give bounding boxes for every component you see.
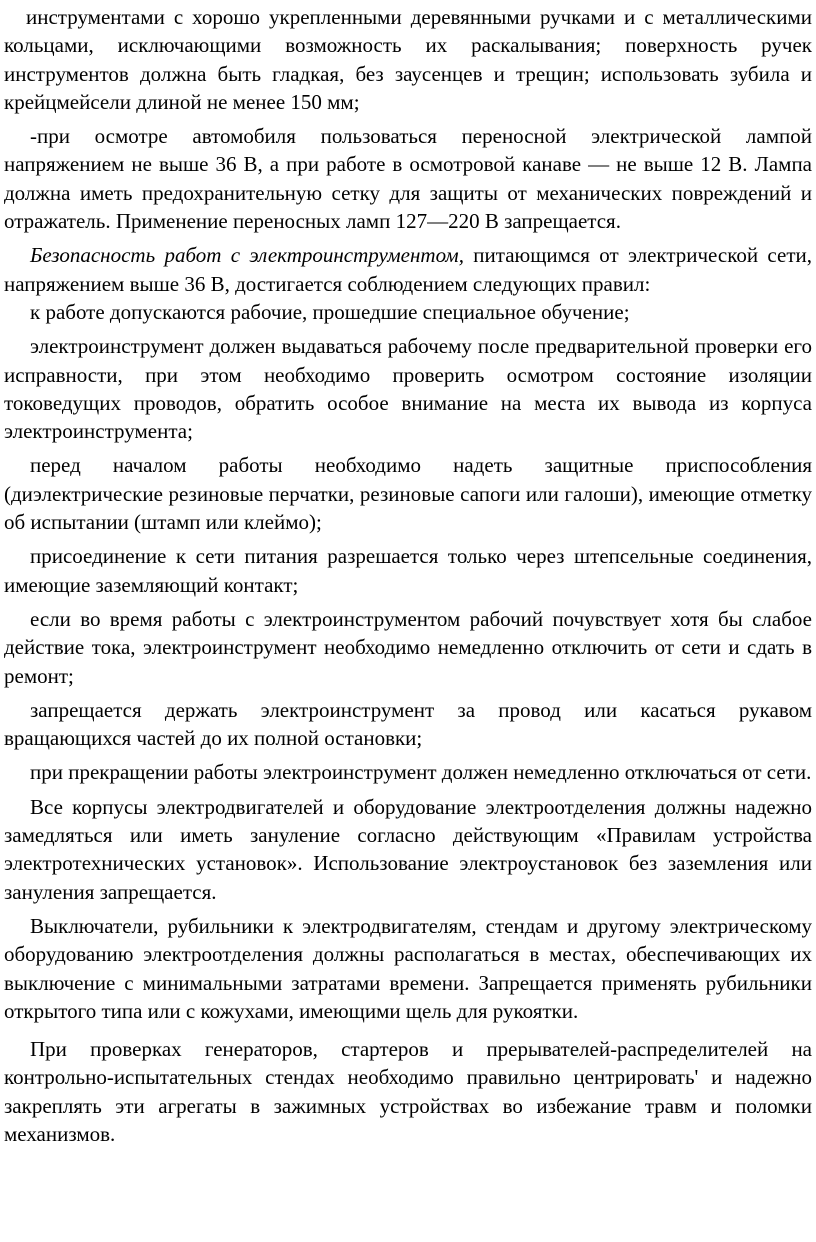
- rule-disconnect: при прекращении работы электроинструмент должен немедленно отключаться от сети.: [30, 760, 812, 785]
- rule-current-shock: если во время работы с электроинструментом рабочий почувствует хотя бы слабое действие тока, электроинструмент необходимо немедленно отключить от сети и сдать в ремонт;: [4, 606, 812, 688]
- rule-protective-gear: перед началом работы необходимо надеть защитные приспособления (диэлектрические резиновые перчатки, резиновые сапоги или галоши), имеющие отметку об испытании (штамп или клеймо);: [4, 453, 812, 535]
- paragraph-generator-testing: При проверках генераторов, стартеров и прерывателей-распределителей на контрольно-испытательных стендах необходимо правильно центрировать' и надежно закреплять эти агрегаты в зажимных устройствах во избежание травм и поломки механизмов.: [4, 1037, 812, 1146]
- paragraph-switches: Выключатели, рубильники к электродвигателям, стендам и другому электрическому оборудованию электроотделения должны располагаться в местах, обеспечивающих их выключение с минимальными затратами времени. Запрещается применять рубильники открытого типа или с кожухами, имеющими щель для рукоятки.: [4, 913, 812, 1023]
- rule-training: к работе допускаются рабочие, прошедшие специальное обучение;: [30, 299, 630, 324]
- power-tool-safety-heading: Безопасность работ с электроинструментом,: [30, 243, 464, 268]
- paragraph-inspection-lamp: -при осмотре автомобиля пользоваться переносной электрической лампой напряжением не выше 36 В, а при работе в осмотровой канаве — не выше 12 В. Лампа должна иметь предохранительную сетку для защиты от механических повреждений и отражатель. Применение переносных ламп 127—220 В запрещается.: [4, 124, 812, 234]
- rule-holding-wire: запрещается держать электроинструмент за провод или касаться рукавом вращающихся частей до их полной остановки;: [4, 697, 812, 751]
- power-tool-safety-text: питающимся от электрической сети, напряжением выше 36 В, достигается соблюдением следующих правил:: [4, 243, 812, 296]
- rule-grounded-connection: присоединение к сети питания разрешается только через штепсельные соединения, имеющие заземляющий контакт;: [4, 544, 812, 597]
- rule-inspection: электроинструмент должен выдаваться рабочему после предварительной проверки его исправности, при этом необходимо проверить осмотром состояние изоляции токоведущих проводов, обратить особое внимание на места их вывода из корпуса электроинструмента;: [4, 334, 812, 444]
- paragraph-power-tool-safety: [4, 241, 812, 298]
- paragraph-tools: инструментами с хорошо укрепленными деревянными ручками и с металлическими кольцами, исключающими возможность их раскалывания; поверхность ручек инструментов должна быть гладкая, без заусенцев и трещин; использовать зубила и крейцмейсели длиной не менее 150 мм;: [4, 5, 812, 114]
- paragraph-grounding: Все корпусы электродвигателей и оборудование электроотделения должны надежно замедляться или иметь зануление согласно действующим «Правилам устройства электротехнических установок». Использование электроустановок без заземления или зануления запрещается.: [4, 794, 812, 904]
